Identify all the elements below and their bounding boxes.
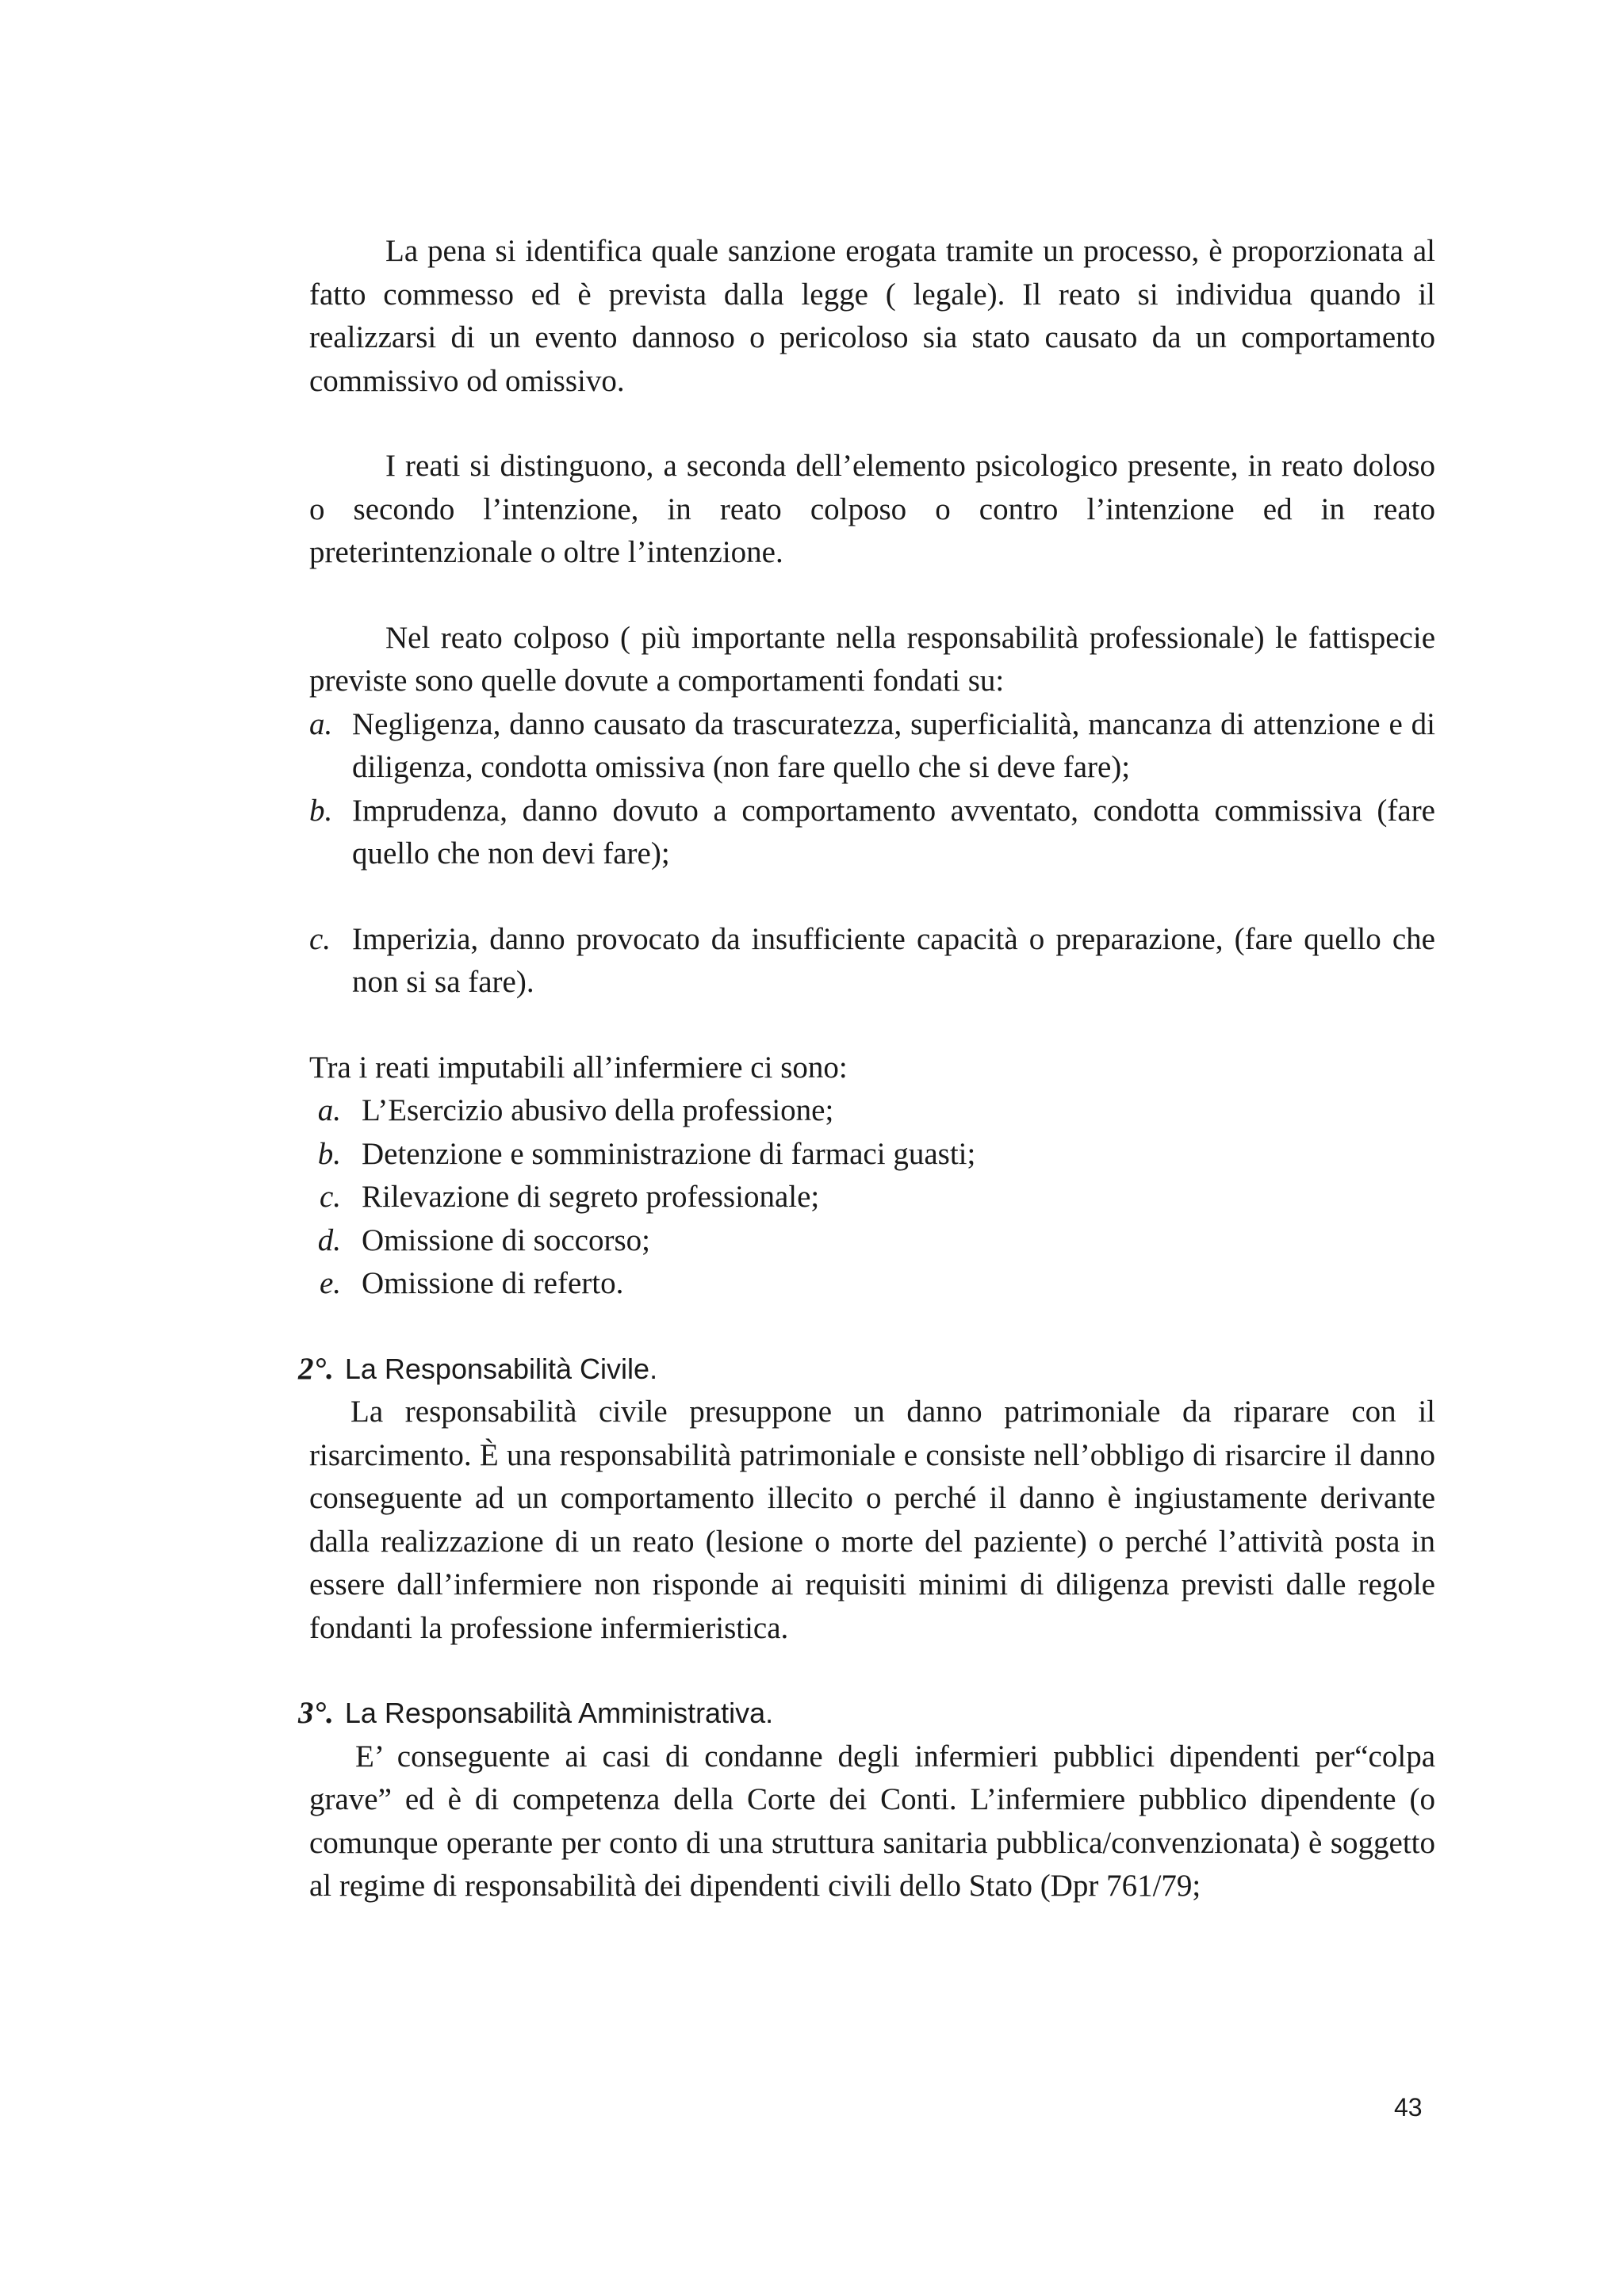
paragraph-responsabilita-amministrativa: E’ conseguente ai casi di condanne degli infermieri pubblici dipendenti per“colpa grave” ed è di competenza della Corte dei Conti. L’infermiere pubblico dipendente (o comunque operante per conto di una struttura sanitaria pubblica/convenzionata) è soggetto al regime di responsabilità dei dipendenti civili dello Stato (Dpr 761/79; (309, 1739, 1435, 1903)
page-number: 43 (1394, 2093, 1423, 2122)
page-body (298, 230, 1435, 1908)
paragraph-reato-colposo: Nel reato colposo ( più importante nella responsabilità professionale) le fattispecie previste sono quelle dovute a comportamenti fondati su: (309, 620, 1435, 698)
list-marker: b. (317, 1136, 341, 1171)
list-colpa (309, 703, 1435, 1004)
list-item-text: Omissione di soccorso; (362, 1223, 650, 1257)
section-title: La Responsabilità Civile. (344, 1352, 658, 1385)
list-marker: c. (309, 921, 331, 956)
list-item-text: L’Esercizio abusivo della professione; (362, 1093, 834, 1127)
paragraph-responsabilita-civile: La responsabilità civile presuppone un danno patrimoniale da riparare con il risarcimento. È una responsabilità patrimoniale e consiste nell’obbligo di risarcire il danno conseguente ad un comportamento illecito o perché il danno è ingiustamente derivante dalla realizzazione di un reato (lesione o morte del paziente) o perché l’attività posta in essere dall’infermiere non risponde ai requisiti minimi di diligenza previsti dalle regole fondanti la professione infermieristica. (309, 1395, 1435, 1645)
list-marker: a. (317, 1093, 341, 1127)
list-marker: b. (309, 793, 333, 828)
list-item (309, 1176, 1435, 1219)
section-heading-civile (298, 1348, 1435, 1391)
list-item-text: Imprudenza, danno dovuto a comportamento avventato, condotta commissiva (fare quello che non devi fare); (352, 793, 1435, 871)
list-item-text: Imperizia, danno provocato da insufficiente capacità o preparazione, (fare quello che non si sa fare). (352, 921, 1435, 999)
list-item (309, 1133, 1435, 1177)
list-marker: a. (309, 706, 333, 741)
paragraph-reati-distinzione: I reati si distinguono, a seconda dell’elemento psicologico presente, in reato doloso o secondo l’intenzione, in reato colposo o contro l’intenzione ed in reato preterintenzionale o oltre l’intenzione. (309, 449, 1435, 569)
section-number: 3°. (298, 1696, 334, 1730)
list-item (309, 918, 1435, 1004)
list-marker: e. (319, 1266, 341, 1300)
list-item-text: Rilevazione di segreto professionale; (362, 1180, 820, 1214)
list-item-text: Omissione di referto. (362, 1266, 624, 1300)
list-marker: c. (319, 1180, 341, 1214)
list-item (309, 790, 1435, 876)
list-marker: d. (317, 1223, 341, 1257)
section-number: 2°. (298, 1351, 334, 1386)
section-title: La Responsabilità Amministrativa. (344, 1697, 774, 1729)
list-reati-infermiere (309, 1089, 1435, 1306)
list-item (309, 1089, 1435, 1133)
list-item (309, 1219, 1435, 1263)
list-item-text: Detenzione e somministrazione di farmaci guasti; (362, 1136, 976, 1171)
list-item (309, 1262, 1435, 1306)
section-heading-amministrativa (298, 1692, 1435, 1735)
paragraph-pena: La pena si identifica quale sanzione erogata tramite un processo, è proporzionata al fatto commesso ed è prevista dalla legge ( legale). Il reato si individua quando il realizzarsi di un evento dannoso o pericoloso sia stato causato da un comportamento commissivo od omissivo. (309, 234, 1435, 398)
list-item-text: Negligenza, danno causato da trascuratezza, superficialità, mancanza di attenzione e di diligenza, condotta omissiva (non fare quello che si deve fare); (352, 706, 1435, 784)
paragraph-reati-imputabili: Tra i reati imputabili all’infermiere ci sono: (309, 1050, 848, 1085)
list-item (309, 703, 1435, 790)
